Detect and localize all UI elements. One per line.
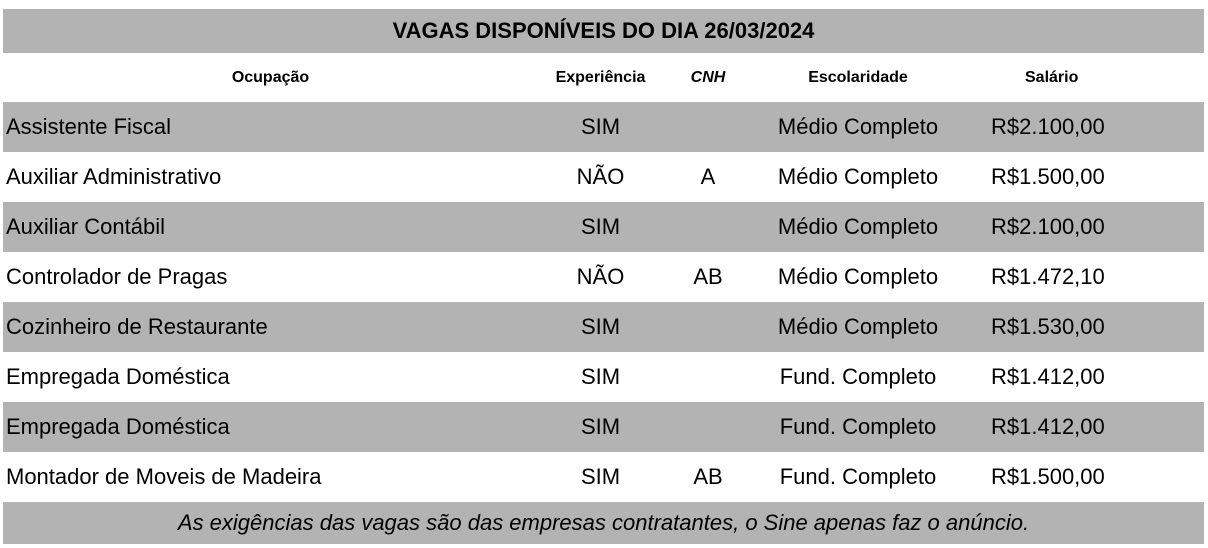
table-row [3,252,1204,302]
cell-salario: R$1.412,00 [991,364,1105,389]
cell-cnh: AB [693,264,723,289]
cell-salario: R$1.500,00 [991,164,1105,189]
cell-escolaridade: Médio Completo [777,164,939,189]
cell-ocupacao: Assistente Fiscal [6,114,172,139]
column-header-experiencia: Experiência [555,69,646,86]
cell-ocupacao: Empregada Doméstica [6,414,230,439]
cell-experiencia: NÃO [576,164,625,189]
cell-escolaridade: Fund. Completo [779,414,937,439]
cell-experiencia: SIM [580,414,621,439]
table-row [3,102,1204,152]
cell-salario: R$1.472,10 [991,264,1105,289]
cell-experiencia: SIM [580,214,621,239]
table-body [3,102,1204,502]
column-header-ocupacao: Ocupação [231,69,310,86]
table-row [3,302,1204,352]
cell-ocupacao: Empregada Doméstica [6,364,230,389]
cell-escolaridade: Médio Completo [777,314,939,339]
cell-experiencia: NÃO [576,264,625,289]
cell-salario: R$2.100,00 [991,214,1105,239]
table-row [3,152,1204,202]
cell-ocupacao: Controlador de Pragas [6,264,228,289]
cell-ocupacao: Cozinheiro de Restaurante [6,314,268,339]
table-row [3,402,1204,452]
cell-escolaridade: Fund. Completo [779,464,937,489]
cell-experiencia: SIM [580,364,621,389]
cell-ocupacao: Auxiliar Contábil [6,214,165,239]
cell-cnh: A [700,164,716,189]
cell-salario: R$2.100,00 [991,114,1105,139]
table-header-row [3,54,1204,102]
cell-experiencia: SIM [580,464,621,489]
table-row [3,352,1204,402]
cell-escolaridade: Médio Completo [777,114,939,139]
cell-escolaridade: Fund. Completo [779,364,937,389]
table-row [3,202,1204,252]
table-row [3,452,1204,502]
cell-ocupacao: Montador de Moveis de Madeira [6,464,322,489]
footer-disclaimer: As exigências das vagas são das empresas contratantes, o Sine apenas faz o anúncio. [3,502,1204,544]
cell-cnh: AB [693,464,723,489]
page-title: VAGAS DISPONÍVEIS DO DIA 26/03/2024 [3,9,1204,53]
cell-salario: R$1.530,00 [991,314,1105,339]
cell-ocupacao: Auxiliar Administrativo [6,164,222,189]
cell-salario: R$1.412,00 [991,414,1105,439]
cell-escolaridade: Médio Completo [777,214,939,239]
column-header-cnh: CNH [690,69,726,86]
column-header-escolaridade: Escolaridade [808,69,908,86]
cell-salario: R$1.500,00 [991,464,1105,489]
cell-experiencia: SIM [580,314,621,339]
column-header-salario: Salário [1025,69,1079,86]
cell-escolaridade: Médio Completo [777,264,939,289]
cell-experiencia: SIM [580,114,621,139]
